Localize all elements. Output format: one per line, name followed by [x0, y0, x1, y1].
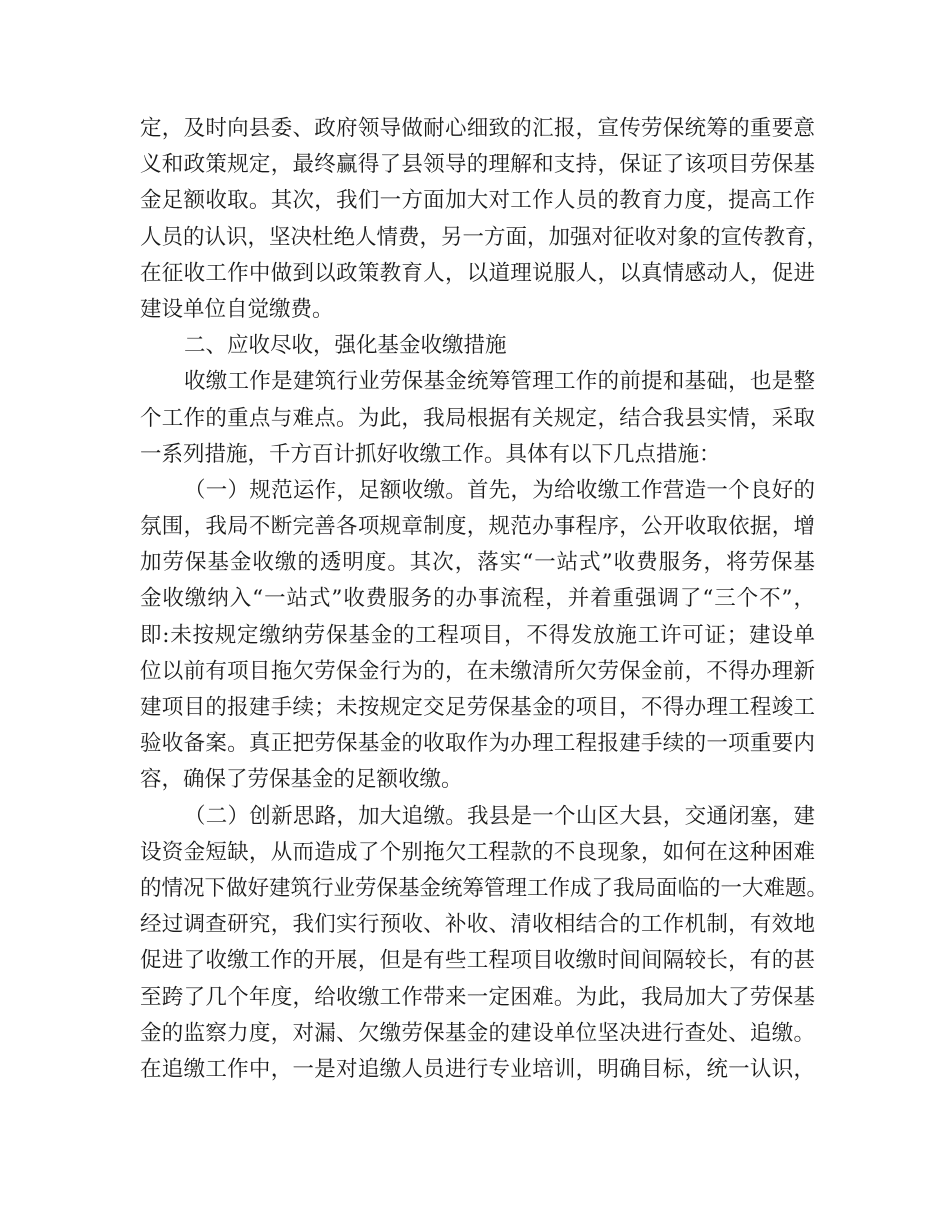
text-line: 定，及时向县委、政府领导做耐心细致的汇报，宣传劳保统筹的重要意	[140, 116, 815, 141]
text-line: 促进了收缴工作的开展，但是有些工程项目收缴时间间隔较长，有的甚	[140, 948, 815, 974]
text-line: 一系列措施，千方百计抓好收缴工作。具体有以下几点措施：	[140, 441, 721, 467]
subsection-line: （一）规范运作，足额收缴。首先，为给收缴工作营造一个良好的	[184, 477, 815, 503]
text-line: 加劳保基金收缴的透明度。其次，落实“一站式”收费服务，将劳保基	[140, 550, 815, 576]
text-line: 收缴工作是建筑行业劳保基金统筹管理工作的前提和基础，也是整	[184, 369, 815, 395]
text-line: 至跨了几个年度，给收缴工作带来一定困难。为此，我局加大了劳保基	[140, 984, 815, 1010]
text-line: 经过调查研究，我们实行预收、补收、清收相结合的工作机制，有效地	[140, 912, 815, 938]
text-line: 在追缴工作中，一是对追缴人员进行专业培训，明确目标，统一认识，	[140, 1056, 815, 1082]
text-line: 个工作的重点与难点。为此，我局根据有关规定，结合我县实情，采取	[140, 405, 815, 431]
text-line: 义和政策规定，最终赢得了县领导的理解和支持，保证了该项目劳保基	[140, 152, 815, 178]
text-line: 位以前有项目拖欠劳保金行为的，在未缴清所欠劳保金前，不得办理新	[140, 658, 815, 684]
text-line: 容，确保了劳保基金的足额收缴。	[140, 767, 463, 793]
text-line: 氛围，我局不断完善各项规章制度，规范办事程序，公开收取依据，增	[140, 514, 815, 540]
text-line: 金收缴纳入“一站式”收费服务的办事流程，并着重强调了“三个不”，	[140, 586, 815, 612]
text-line: 金足额收取。其次，我们一方面加大对工作人员的教育力度，提高工作	[140, 188, 815, 214]
section-heading: 二、应收尽收，强化基金收缴措施	[184, 333, 507, 359]
document-page	[140, 111, 829, 1088]
text-line: 金的监察力度，对漏、欠缴劳保基金的建设单位坚决进行查处、追缴。	[140, 1020, 815, 1046]
subsection-line: （二）创新思路，加大追缴。我县是一个山区大县，交通闭塞，建	[184, 803, 815, 829]
text-line: 建设单位自觉缴费。	[140, 296, 334, 322]
text-line: 在征收工作中做到以政策教育人，以道理说服人，以真情感动人，促进	[140, 260, 815, 286]
text-line: 即:未按规定缴纳劳保基金的工程项目，不得发放施工许可证；建设单	[140, 622, 815, 648]
text-line: 人员的认识，坚决杜绝人情费，另一方面，加强对征收对象的宣传教育，	[140, 224, 829, 250]
text-line: 验收备案。真正把劳保基金的收取作为办理工程报建手续的一项重要内	[140, 731, 815, 757]
text-line: 设资金短缺，从而造成了个别拖欠工程款的不良现象，如何在这种困难	[140, 839, 815, 865]
text-line: 的情况下做好建筑行业劳保基金统筹管理工作成了我局面临的一大难题。	[140, 875, 829, 901]
text-line: 建项目的报建手续；未按规定交足劳保基金的项目，不得办理工程竣工	[140, 695, 815, 720]
